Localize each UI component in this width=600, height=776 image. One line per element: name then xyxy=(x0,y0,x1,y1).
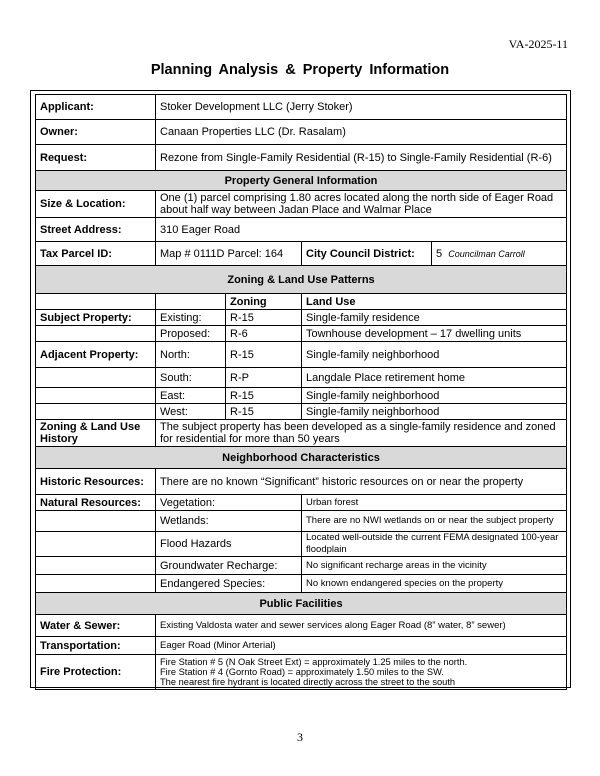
natural-groundwater-row xyxy=(36,557,567,575)
adjacent-blank xyxy=(36,368,156,388)
water-sewer-value: Existing Valdosta water and sewer services along Eager Road (8” water, 8” sewer) xyxy=(156,615,567,637)
applicant-label: Applicant: xyxy=(36,95,156,120)
subject-existing-row xyxy=(36,310,567,326)
request-row xyxy=(36,145,567,171)
historic-resources-label: Historic Resources: xyxy=(36,469,156,495)
applicant-row xyxy=(36,95,567,120)
facilities-heading: Public Facilities xyxy=(36,593,567,615)
size-location-value: One (1) parcel comprising 1.80 acres located along the north side of Eager Road about half way between Jadan Place and Walmar Place xyxy=(156,191,567,218)
historic-resources-value: There are no known “Significant” historic resources on or near the property xyxy=(156,469,567,495)
subject-type: Existing: xyxy=(156,310,226,326)
adjacent-zoning: R-15 xyxy=(226,388,302,404)
general-heading: Property General Information xyxy=(36,171,567,191)
natural-item: Endangered Species: xyxy=(156,575,302,593)
subject-property-label: Subject Property: xyxy=(36,310,156,326)
historic-resources-row xyxy=(36,469,567,495)
natural-blank xyxy=(36,575,156,593)
adjacent-east-row xyxy=(36,388,567,404)
subject-proposed-row xyxy=(36,326,567,342)
adjacent-north-row xyxy=(36,342,567,368)
council-district-label: City Council District: xyxy=(302,242,432,266)
document-id: VA-2025-11 xyxy=(508,37,568,51)
zoning-header-row xyxy=(36,294,567,310)
subject-zoning: R-15 xyxy=(226,310,302,326)
neighborhood-heading: Neighborhood Characteristics xyxy=(36,447,567,469)
transportation-value: Eager Road (Minor Arterial) xyxy=(156,637,567,655)
zoning-history-row xyxy=(36,420,567,447)
transportation-label: Transportation: xyxy=(36,637,156,655)
fire-line: Fire Station # 4 (Gornto Road) = approximately 1.50 miles to the SW. xyxy=(160,667,444,677)
adjacent-south-row xyxy=(36,368,567,388)
council-district-number: 5 xyxy=(436,247,443,260)
subject-blank xyxy=(36,326,156,342)
zoning-heading: Zoning & Land Use Patterns xyxy=(36,266,567,294)
street-address-value: 310 Eager Road xyxy=(156,218,567,242)
natural-value: No significant recharge areas in the vicinity xyxy=(302,557,567,575)
natural-item: Vegetation: xyxy=(156,495,302,511)
zoning-header-blank xyxy=(36,294,156,310)
natural-vegetation-row xyxy=(36,495,567,511)
natural-blank xyxy=(36,511,156,532)
zoning-history-label: Zoning & Land Use History xyxy=(36,420,156,447)
size-location-row xyxy=(36,191,567,218)
council-district-value xyxy=(432,242,567,266)
applicant-value: Stoker Development LLC (Jerry Stoker) xyxy=(156,95,567,120)
adjacent-use: Single-family neighborhood xyxy=(302,404,567,420)
size-location-label: Size & Location: xyxy=(36,191,156,218)
tax-parcel-value: Map # 0111D Parcel: 164 xyxy=(156,242,302,266)
tax-parcel-label: Tax Parcel ID: xyxy=(36,242,156,266)
water-sewer-label: Water & Sewer: xyxy=(36,615,156,637)
neighborhood-section-row xyxy=(36,447,567,469)
owner-value: Canaan Properties LLC (Dr. Rasalam) xyxy=(156,120,567,145)
natural-value: Located well-outside the current FEMA designated 100-year floodplain xyxy=(302,532,567,557)
zoning-history-value: The subject property has been developed as a single-family residence and zoned for residential for more than 50 years xyxy=(156,420,567,447)
adjacent-blank xyxy=(36,404,156,420)
natural-endangered-row xyxy=(36,575,567,593)
adjacent-direction: East: xyxy=(156,388,226,404)
fire-protection-value xyxy=(156,655,567,690)
subject-zoning: R-6 xyxy=(226,326,302,342)
zoning-section-row xyxy=(36,266,567,294)
adjacent-direction: West: xyxy=(156,404,226,420)
fire-protection-row xyxy=(36,655,567,690)
tax-parcel-row xyxy=(36,242,567,266)
fire-line: The nearest fire hydrant is located directly across the street to the south xyxy=(160,677,456,687)
zoning-header-blank-2 xyxy=(156,294,226,310)
adjacent-direction: South: xyxy=(156,368,226,388)
natural-blank xyxy=(36,557,156,575)
transportation-row xyxy=(36,637,567,655)
subject-use: Townhouse development – 17 dwelling units xyxy=(302,326,567,342)
council-member-name: Councilman Carroll xyxy=(448,248,525,259)
water-sewer-row xyxy=(36,615,567,637)
natural-value: Urban forest xyxy=(302,495,567,511)
natural-wetlands-row xyxy=(36,511,567,532)
street-address-row xyxy=(36,218,567,242)
natural-resources-label: Natural Resources: xyxy=(36,495,156,511)
request-label: Request: xyxy=(36,145,156,171)
request-value: Rezone from Single-Family Residential (R-15) to Single-Family Residential (R-6) xyxy=(156,145,567,171)
natural-value: No known endangered species on the property xyxy=(302,575,567,593)
natural-item: Groundwater Recharge: xyxy=(156,557,302,575)
natural-flood-row xyxy=(36,532,567,557)
adjacent-property-label: Adjacent Property: xyxy=(36,342,156,368)
natural-value: There are no NWI wetlands on or near the subject property xyxy=(302,511,567,532)
adjacent-west-row xyxy=(36,404,567,420)
natural-item: Flood Hazards xyxy=(156,532,302,557)
street-address-label: Street Address: xyxy=(36,218,156,242)
adjacent-blank xyxy=(36,388,156,404)
adjacent-use: Langdale Place retirement home xyxy=(302,368,567,388)
land-use-column-header: Land Use xyxy=(302,294,567,310)
natural-item: Wetlands: xyxy=(156,511,302,532)
owner-row xyxy=(36,120,567,145)
adjacent-zoning: R-P xyxy=(226,368,302,388)
adjacent-use: Single-family neighborhood xyxy=(302,388,567,404)
adjacent-zoning: R-15 xyxy=(226,342,302,368)
adjacent-use: Single-family neighborhood xyxy=(302,342,567,368)
general-section-row xyxy=(36,171,567,191)
adjacent-zoning: R-15 xyxy=(226,404,302,420)
page-number: 3 xyxy=(297,730,303,744)
owner-label: Owner: xyxy=(36,120,156,145)
subject-type: Proposed: xyxy=(156,326,226,342)
property-info-table xyxy=(35,94,567,690)
adjacent-direction: North: xyxy=(156,342,226,368)
natural-blank xyxy=(36,532,156,557)
subject-use: Single-family residence xyxy=(302,310,567,326)
facilities-section-row xyxy=(36,593,567,615)
fire-line: Fire Station # 5 (N Oak Street Ext) = approximately 1.25 miles to the north. xyxy=(160,657,468,667)
page-title: Planning Analysis & Property Information xyxy=(150,62,450,78)
zoning-column-header: Zoning xyxy=(226,294,302,310)
fire-protection-label: Fire Protection: xyxy=(36,655,156,690)
